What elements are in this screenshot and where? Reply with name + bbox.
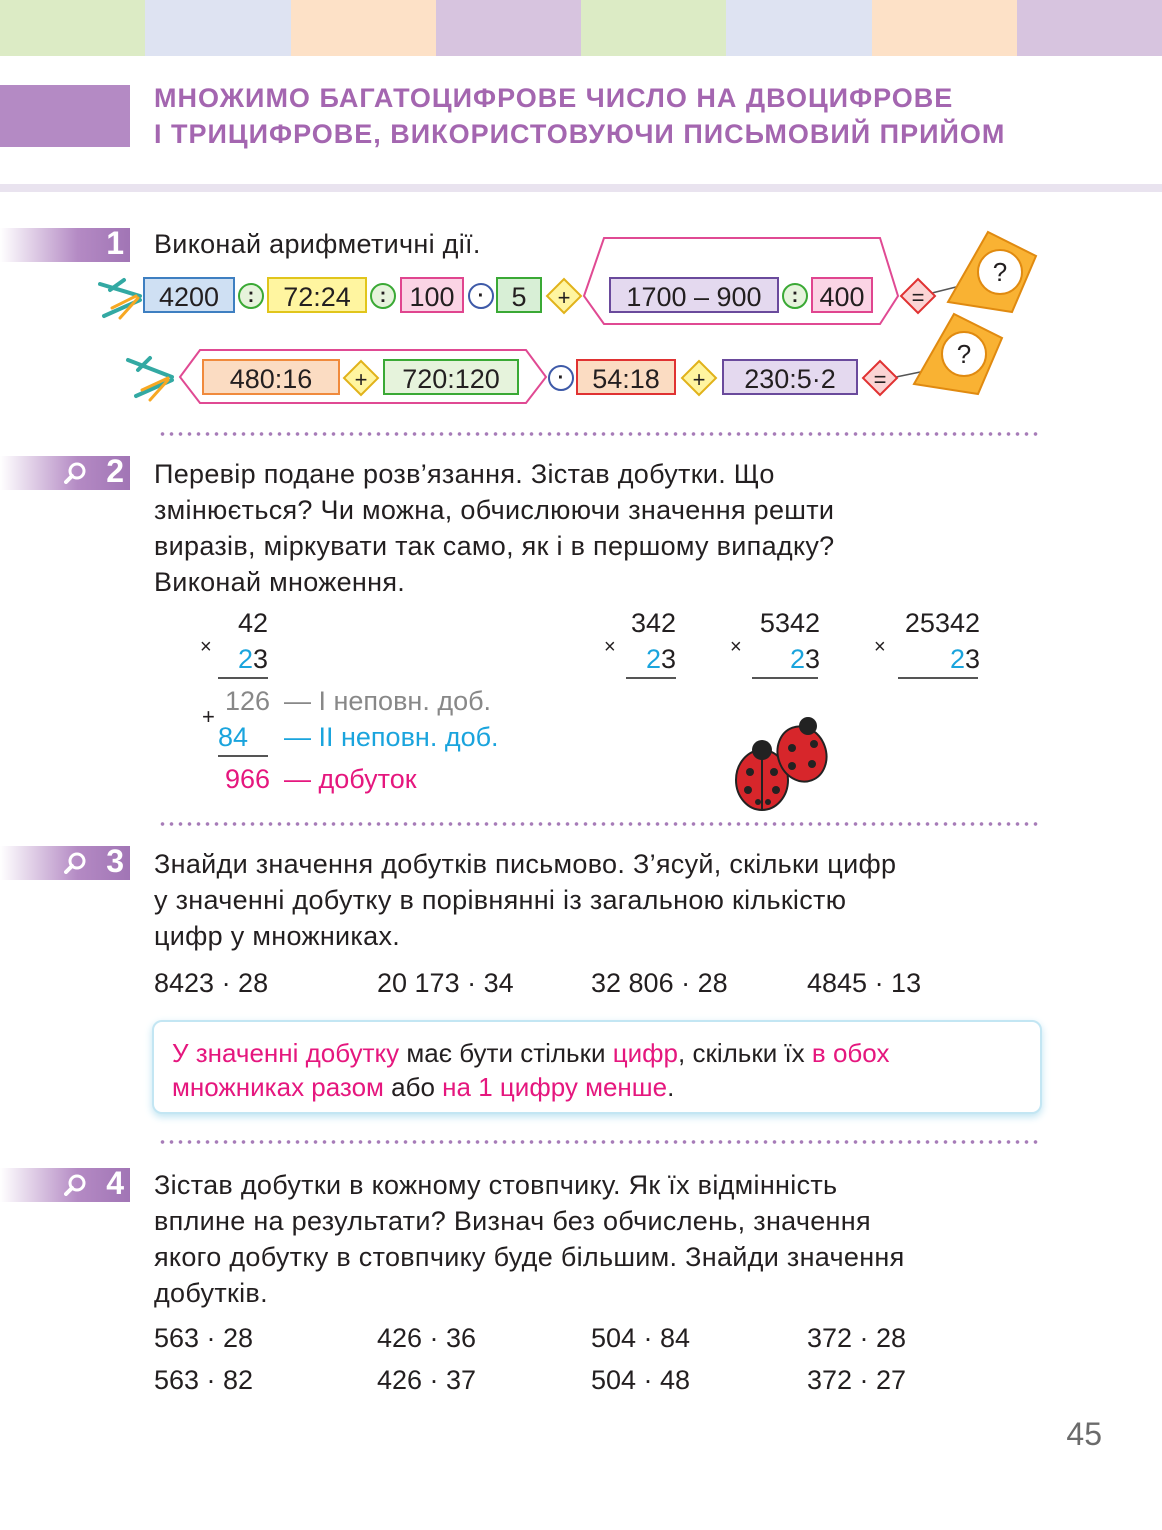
task-number-bar [0,453,130,490]
expr-box: 72:24 [267,277,367,313]
top-color-strip [0,0,1162,56]
text-line: Знайди значення добутків письмово. З’ясуй, скільки цифр [154,849,897,879]
task-number-bar [0,1165,130,1202]
plus-diamond: + [343,360,380,397]
task4-text [154,1167,1034,1311]
times-sign: × [874,636,886,658]
section-divider [158,432,1038,436]
text-line: у значенні добутку в порівнянні із загальною кількістю [154,885,847,915]
product-expression: 563 · 82 [154,1365,254,1395]
expr-box: 1700 – 900 [609,277,779,313]
svg-text:?: ? [992,257,1008,287]
text-line: Перевір подане розв’язання. Зістав добутки. Що [154,459,775,489]
product-expression: 504 · 84 [591,1323,691,1353]
rule-text: У значенні добутку має бути стільки цифр, скільки їх в обох множниках разом або на 1 цифру менше. [172,1038,890,1102]
expr-box: 100 [400,277,464,313]
expr-box: 5 [496,277,542,313]
strip-segment [581,0,726,56]
op-circle: · [548,365,574,391]
expr-box: 4200 [143,277,235,313]
product-expression: 372 · 27 [807,1365,907,1395]
times-sign: × [604,636,616,658]
ladybugs-illustration [724,714,834,814]
partial-product-2-label: — ІІ неповн. доб. [284,722,499,752]
product-expression: 426 · 37 [377,1365,477,1395]
plus-diamond: + [681,360,718,397]
equals-diamond: = [862,360,899,397]
underline [218,755,268,757]
product-expression: 372 · 28 [807,1323,907,1353]
text-line: Зістав добутки в кожному стовпчику. Як їх відмінність [154,1170,838,1200]
equals-diamond: = [900,278,937,315]
task-number: 3 [106,843,124,879]
text-line: змінюється? Чи можна, обчислюючи значення решти [154,495,835,525]
underline [898,677,978,679]
text-line: цифр у множниках. [154,921,401,951]
strip-segment [0,0,145,56]
partial-product-1-label: — І неповн. доб. [284,686,492,716]
expr-box: 230:5·2 [722,359,858,395]
strip-segment [291,0,436,56]
expr-box: 400 [811,277,873,313]
kite-icon [906,310,1006,406]
task-number: 2 [106,453,124,489]
section-divider [158,1140,1038,1144]
product-expression: 563 · 28 [154,1323,254,1353]
multiplicand: 342 [630,608,676,638]
page-title-line2: І ТРИЦИФРОВЕ, ВИКОРИСТОВУЮЧИ ПИСЬМОВИЙ ПРИЙОМ [154,119,1006,149]
multiplier: 23 [237,644,268,674]
product-expression: 8423 · 28 [154,968,269,998]
task-number-bar [0,843,130,880]
strip-segment [145,0,290,56]
text-line: Виконай множення. [154,567,406,597]
expr-box: 720:120 [383,359,519,395]
product-expression: 20 173 · 34 [377,968,514,998]
strip-segment [726,0,871,56]
kite-tail-icon [100,280,140,318]
underline [626,677,676,679]
multiplier: 23 [949,644,980,674]
op-circle: : [238,283,264,309]
multiplicand: 25342 [904,608,980,638]
underline [752,677,818,679]
partial-product-1: 126 [224,686,270,716]
multiplier: 23 [645,644,676,674]
times-sign: × [730,636,742,658]
strip-segment [436,0,581,56]
product-expression: 32 806 · 28 [591,968,728,998]
magnifier-icon [64,852,86,874]
expr-box: 480:16 [202,359,340,395]
text-line: виразів, міркувати так само, як і в першому випадку? [154,531,835,561]
title-accent-bar [0,85,130,147]
page-title [154,80,1005,152]
product-expression: 426 · 36 [377,1323,477,1353]
text-line: добутків. [154,1278,268,1308]
task1-instruction: Виконай арифметичні дії. [154,229,481,259]
task-number: 4 [106,1165,124,1201]
multiplicand: 5342 [759,608,820,638]
multiplicand: 42 [237,608,268,638]
task3-text [154,846,1034,954]
plus-sign: + [202,704,215,729]
op-circle: : [370,283,396,309]
page-number: 45 [1066,1416,1102,1452]
op-circle: · [468,283,494,309]
page-title-line1: МНОЖИМО БАГАТОЦИФРОВЕ ЧИСЛО НА ДВОЦИФРОВЕ [154,83,954,113]
svg-text:?: ? [956,339,972,369]
partial-product-2: 84 [218,722,249,752]
strip-segment [872,0,1017,56]
title-divider [0,184,1162,192]
task2-text [154,456,994,600]
expr-box: 54:18 [576,359,676,395]
text-line: якого добутку в стовпчику буде більшим. Знайди значення [154,1242,905,1272]
magnifier-icon [64,462,86,484]
product-expression: 504 · 48 [591,1365,691,1395]
times-sign: × [200,636,212,658]
text-line: вплине на результати? Визнач без обчислень, значення [154,1206,871,1236]
product-result: 966 [224,764,270,794]
underline [218,677,268,679]
kite-tail-icon [128,358,172,400]
strip-segment [1017,0,1162,56]
multiplier: 23 [789,644,820,674]
task-number: 1 [106,225,124,261]
section-divider [158,822,1038,826]
product-expression: 4845 · 13 [807,968,922,998]
op-circle: : [782,283,808,309]
magnifier-icon [64,1174,86,1196]
plus-diamond: + [546,278,583,315]
product-result-label: — добуток [284,764,417,794]
